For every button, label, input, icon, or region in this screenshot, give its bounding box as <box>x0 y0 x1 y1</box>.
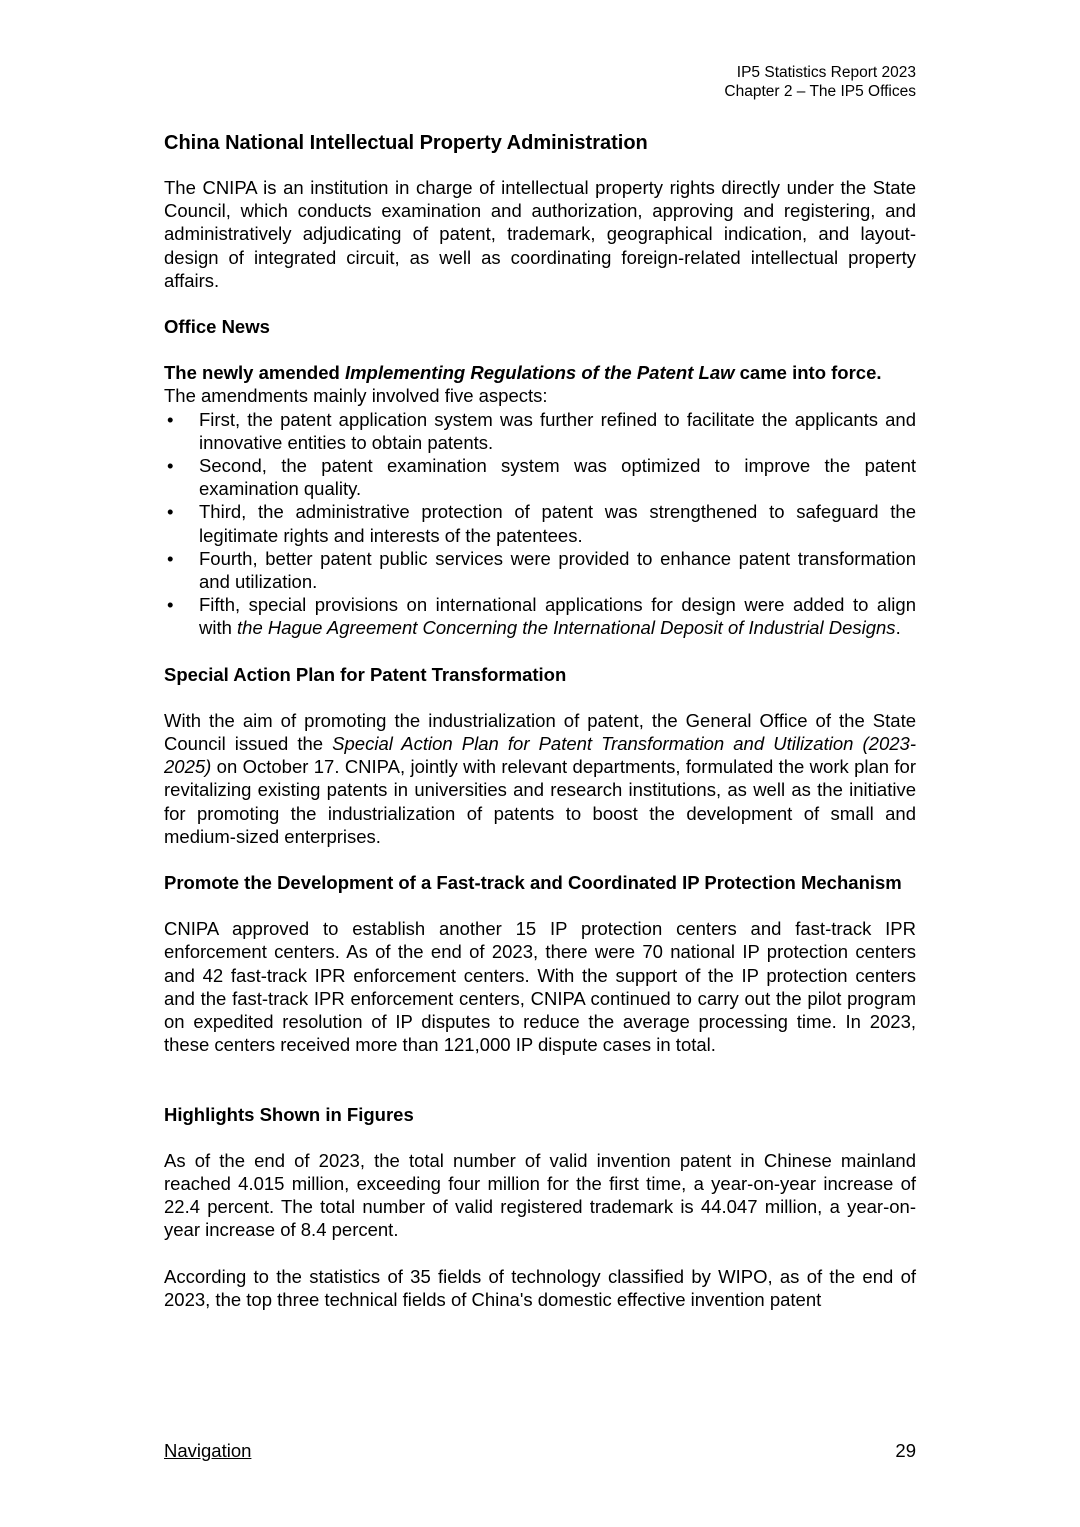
regulations-heading: The newly amended Implementing Regulations of the Patent Law came into force. <box>164 362 882 384</box>
page-number: 29 <box>895 1440 916 1461</box>
chapter-title: Chapter 2 – The IP5 Offices <box>724 83 916 100</box>
amendments-list <box>164 408 916 640</box>
fast-track-paragraph: CNIPA approved to establish another 15 IP protection centers and fast-track IPR enforcement centers. As of the end of 2023, there were 70 national IP protection centers and 42 fast-track IPR enforcement centers. With the support of the IP protection centers and the fast-track IPR enforcement centers, CNIPA continued to carry out the pilot program on expedited resolution of IP disputes to reduce the average processing time. In 2023, these centers received more than 121,000 IP dispute cases in total. <box>164 918 916 1056</box>
navigation-link[interactable]: Navigation <box>164 1440 252 1461</box>
highlights-paragraph-2: According to the statistics of 35 fields of technology classified by WIPO, as of the end of 2023, the top three technical fields of China's domestic effective invention patent <box>164 1265 916 1310</box>
list-item: • First, the patent application system was further refined to facilitate the applicants and innovative entities to obtain patents. <box>167 408 916 453</box>
special-action-heading: Special Action Plan for Patent Transformation <box>164 663 567 685</box>
list-item: • Second, the patent examination system was optimized to improve the patent examination quality. <box>167 455 916 500</box>
list-item: • Third, the administrative protection of patent was strengthened to safeguard the legitimate rights and interests of the patentees. <box>167 501 916 546</box>
highlights-heading: Highlights Shown in Figures <box>164 1103 414 1125</box>
bullet-icon: • <box>167 501 174 523</box>
special-action-paragraph: With the aim of promoting the industrialization of patent, the General Office of the State Council issued the Special Action Plan for Patent Transformation and Utilization (2023-2025) on October 17. CNIPA, jointly with relevant departments, formulated the work plan for revitalizing existing patents in universities and research institutions, as well as the initiative for promoting the industrialization of patents to boost the development of small and medium-sized enterprises. <box>164 709 916 847</box>
highlights-paragraph-1: As of the end of 2023, the total number of valid invention patent in Chinese mainland reached 4.015 million, exceeding four million for the first time, a year-on-year increase of 22.4 percent. The total number of valid registered trademark is 44.047 million, a year-on-year increase of 8.4 percent. <box>164 1149 916 1241</box>
page-content <box>164 130 916 1334</box>
report-title: IP5 Statistics Report 2023 <box>736 64 916 81</box>
bullet-icon: • <box>167 547 174 569</box>
running-header <box>724 63 916 101</box>
bullet-icon: • <box>167 408 174 430</box>
bullet-icon: • <box>167 594 174 616</box>
office-news-heading: Office News <box>164 316 270 338</box>
list-item: • Fourth, better patent public services were provided to enhance patent transformation and utilization. <box>167 547 916 593</box>
list-item: • Fifth, special provisions on international applications for design were added to align with the Hague Agreement Concerning the International Deposit of Industrial Designs. <box>167 594 916 639</box>
intro-paragraph: The CNIPA is an institution in charge of intellectual property rights directly under the State Council, which conducts examination and authorization, approving and registering, and administratively adjudicating of patent, trademark, geographical indication, and layout-design of integrated circuit, as well as coordinating foreign-related intellectual property affairs. <box>164 177 916 291</box>
section-title: China National Intellectual Property Administration <box>164 132 648 154</box>
bullet-icon: • <box>167 455 174 477</box>
amendments-lead: The amendments mainly involved five aspects: <box>164 385 548 407</box>
fast-track-heading: Promote the Development of a Fast-track and Coordinated IP Protection Mechanism <box>164 872 902 894</box>
